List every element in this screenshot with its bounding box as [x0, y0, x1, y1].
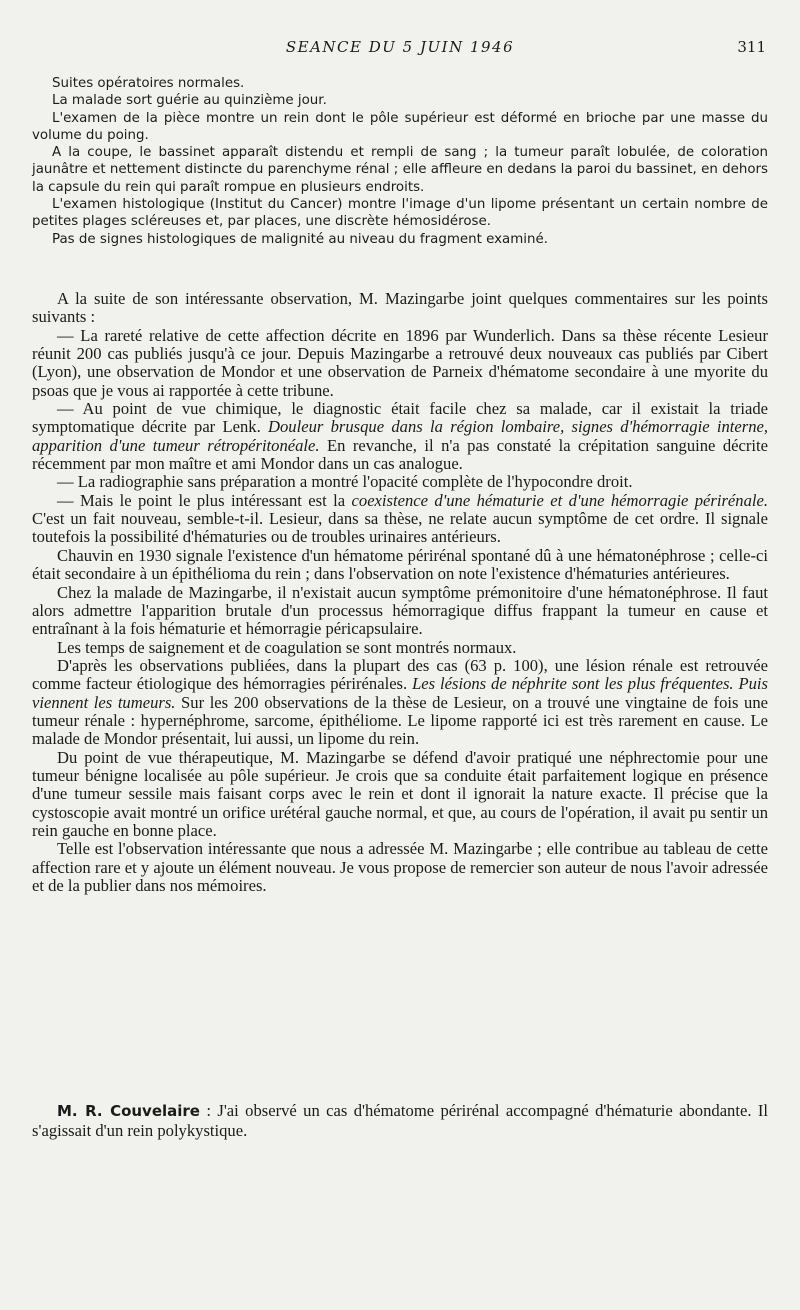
paragraph: Chez la malade de Mazingarbe, il n'existait aucun symptôme prémonitoire d'une hématonéphrose. Il faut alors admettre l'apparition brutale d'un processus hémorragique diffus frappant la tumeur en cause et entraînant à la fois hématurie et hémorragie péricapsulaire.: [32, 582, 768, 639]
italic-text: coexistence d'une hématurie et d'une hémorragie périrénale.: [351, 490, 768, 510]
paragraph: Pas de signes histologiques de malignité au niveau du fragment examiné.: [52, 231, 549, 247]
text-run: D'après les observations publiées, dans la plupart des cas (63 p. 100), une lésion rénale est retrouvée comme facteur étiologique des hémorragies périrénales.: [32, 655, 768, 694]
paragraph: Les temps de saignement et de coagulation se sont montrés normaux.: [57, 637, 517, 657]
paragraph: A la coupe, le bassinet apparaît distendu et rempli de sang ; la tumeur paraît lobulée, de coloration jaunâtre et nettement distincte du parenchyme rénal ; elle affleure en dedans la paroi du bassinet, en dehors la capsule du rein qui paraît rompue en plusieurs endroits.: [32, 145, 768, 195]
running-header: [0, 38, 800, 60]
text-run: C'est un fait nouveau, semble-t-il. Lesieur, dans sa thèse, ne relate aucun symptôme de cet ordre. Il signale toutefois la possibilité d'hématuries ou de troubles urinaires antérieurs.: [32, 509, 768, 547]
paragraph: L'examen de la pièce montre un rein dont le pôle supérieur est déformé en brioche par une masse du volume du poing.: [32, 110, 768, 143]
italic-text: Les lésions de néphrite sont les plus fréquentes. Puis viennent les tumeurs.: [32, 674, 768, 712]
paragraph: [32, 657, 768, 749]
paragraph: L'examen histologique (Institut du Cancer) montre l'image d'un lipome présentant un certain nombre de petites plages scléreuses et, par places, une discrète hémosidérose.: [32, 197, 768, 230]
paragraph: [32, 1101, 768, 1141]
paragraph: Suites opératoires normales.: [52, 76, 245, 91]
paragraph: La malade sort guérie au quinzième jour.: [52, 93, 327, 109]
case-report-block: [32, 75, 768, 248]
text-run: : J'ai observé un cas d'hématome périrénal accompagné d'hématurie abondante. Il s'agissait d'un rein polykystique.: [32, 1101, 768, 1140]
discussion-intervention: [32, 1101, 768, 1141]
text-run: — Mais le point le plus intéressant est la: [57, 490, 352, 510]
paragraph: [32, 400, 768, 473]
text-run: En revanche, il n'a pas constaté la crépitation sanguine décrite récemment par mon maître et ami Mondor dans un cas analogue.: [32, 435, 769, 474]
italic-text: Douleur brusque dans la région lombaire, signes d'hémorragie interne, apparition d'une tumeur rétropéritonéale.: [32, 417, 769, 455]
paragraph: Telle est l'observation intéressante que nous a adressée M. Mazingarbe ; elle contribue au tableau de cette affection rare et y ajoute un élément nouveau. Je vous propose de remercier son auteur de nous l'avoir adressée et de la publier dans nos mémoires.: [32, 839, 768, 895]
text-run: Sur les 200 observations de la thèse de Lesieur, on a trouvé une vingtaine de fois une tumeur rénale : hypernéphrome, sarcome, épithéliome. Le lipome rapporté ici est très rarement en cause. Le malade de Mondor présentait, lui aussi, un lipome du rein.: [32, 692, 768, 749]
session-title: SEANCE DU 5 JUIN 1946: [285, 38, 515, 56]
paragraph: Du point de vue thérapeutique, M. Mazingarbe se défend d'avoir pratiqué une néphrectomie pour une tumeur bénigne localisée au pôle supérieur. Je crois que sa conduite était parfaitement logique en présence d'une tumeur sessile mais faisant corps avec le rein et dont il ignorait la nature exacte. Il précise que la cystoscopie avait montré un orifice urétéral gauche normal, et que, au cours de l'opération, il avait pu sentir un rein gauche en bonne place.: [32, 747, 768, 840]
text-run: — Au point de vue chimique, le diagnostic était facile chez sa malade, car il existait la triade symptomatique décrite par Lenk.: [32, 399, 768, 437]
paragraph: A la suite de son intéressante observation, M. Mazingarbe joint quelques commentaires sur les points suivants :: [32, 289, 768, 327]
page-number: 311: [737, 38, 766, 56]
speaker-name: M. R. Couvelaire: [57, 1102, 200, 1120]
paragraph: [32, 492, 768, 547]
commentary-body: [32, 290, 768, 895]
paragraph: — La radiographie sans préparation a montré l'opacité complète de l'hypocondre droit.: [57, 472, 633, 492]
paragraph: Chauvin en 1930 signale l'existence d'un hématome périrénal spontané dû à une hématonéphrose ; celle-ci était secondaire à un épithélioma du rein ; dans l'observation on note l'existence d'hématuries antérieures.: [32, 545, 768, 584]
paragraph: — La rareté relative de cette affection décrite en 1896 par Wunderlich. Dans sa thèse récente Lesieur réunit 200 cas publiés jusqu'à ce jour. Depuis Mazingarbe a retrouvé deux nouveaux cas publiés par Cibert (Lyon), une observation de Mondor et une observation de Parneix d'hématome secondaire à une myorite du psoas que je vous ai rapportée à cette tribune.: [32, 325, 768, 400]
